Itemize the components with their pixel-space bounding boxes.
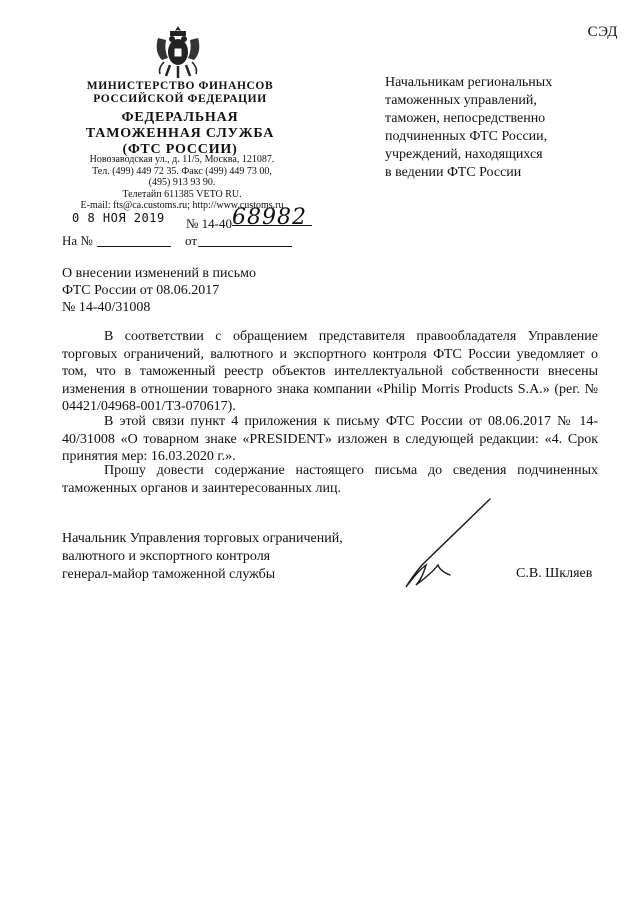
contact-line: (495) 913 93 90. bbox=[148, 177, 216, 188]
date-stamp: 0 8 НОЯ 2019 bbox=[72, 211, 165, 225]
ministry-title bbox=[60, 80, 300, 106]
signatory-line: валютного и экспортного контроля bbox=[62, 549, 271, 564]
addressee-line: таможен, непосредственно bbox=[385, 111, 546, 126]
subject-line: О внесении изменений в письмо bbox=[62, 266, 256, 281]
body-paragraph-2: В этой связи пункт 4 приложения к письму ФТС России от 08.06.2017 № 14-40/31008 «О товарном знаке «PRESIDENT» изложен в следующей редакции: «4. Срок принятия мер: 16.03.2020 г.». bbox=[62, 414, 598, 464]
sed-mark: СЭД bbox=[587, 24, 618, 40]
reference-number-blank bbox=[97, 246, 171, 247]
handwritten-number: 68982 bbox=[231, 205, 307, 230]
ministry-line: МИНИСТЕРСТВО ФИНАНСОВ bbox=[86, 80, 274, 92]
body-paragraph-1: В соответствии с обращением представителя правообладателя Управление торговых ограничений, валютного и экспортного контроля ФТС России уведомляет о том, что в таможенный реестр объектов интеллектуальной собственности внесены изменения в отношении товарного знака компании «Philip Morris Products S.A.» (рег. № 04421/04968-001/ТЗ-070617). bbox=[62, 329, 598, 414]
subject-line: № 14-40/31008 bbox=[62, 300, 151, 315]
contact-line: E-mail: fts@ca.customs.ru; http://www.customs.ru bbox=[80, 200, 284, 211]
service-line: (ФТС РОССИИ) bbox=[122, 142, 238, 157]
signatory-line: генерал-майор таможенной службы bbox=[62, 567, 276, 582]
number-prefix: № 14-40 bbox=[186, 216, 232, 231]
contact-line: Тел. (499) 449 72 35. Факс (499) 449 73 00, bbox=[92, 165, 272, 177]
subject-line: ФТС России от 08.06.2017 bbox=[62, 283, 220, 298]
contact-line: Телетайп 611385 VETO RU. bbox=[122, 188, 242, 200]
reference-date-blank bbox=[198, 246, 292, 247]
ministry-line: РОССИЙСКОЙ ФЕДЕРАЦИИ bbox=[93, 93, 267, 105]
outgoing-number bbox=[186, 205, 307, 234]
service-line: ТАМОЖЕННАЯ СЛУЖБА bbox=[85, 126, 275, 141]
addressee-block bbox=[385, 74, 605, 182]
subject-block bbox=[62, 265, 256, 316]
contact-details bbox=[62, 154, 302, 212]
addressee-line: Начальникам региональных bbox=[385, 75, 553, 90]
addressee-line: в ведении ФТС России bbox=[385, 165, 522, 180]
coat-of-arms-emblem bbox=[150, 22, 206, 82]
service-line: ФЕДЕРАЛЬНАЯ bbox=[121, 110, 239, 125]
addressee-line: таможенных управлений, bbox=[385, 93, 537, 108]
signatory-line: Начальник Управления торговых ограничений, bbox=[62, 531, 343, 546]
signatory-title bbox=[62, 530, 343, 584]
number-underline bbox=[232, 225, 312, 226]
service-title bbox=[60, 110, 300, 158]
contact-line: Новозаводская ул., д. 11/5, Москва, 121087. bbox=[89, 154, 275, 165]
reference-date-label: от bbox=[185, 233, 198, 248]
addressee-line: подчиненных ФТС России, bbox=[385, 129, 548, 144]
addressee-line: учреждений, находящихся bbox=[385, 147, 543, 162]
handwritten-signature bbox=[392, 495, 502, 595]
body-paragraph-3: Прошу довести содержание настоящего письма до сведения подчиненных таможенных органов и заинтересованных лиц. bbox=[62, 463, 598, 496]
reference-number-label: На № bbox=[62, 233, 93, 248]
signer-name: С.В. Шкляев bbox=[516, 566, 593, 581]
